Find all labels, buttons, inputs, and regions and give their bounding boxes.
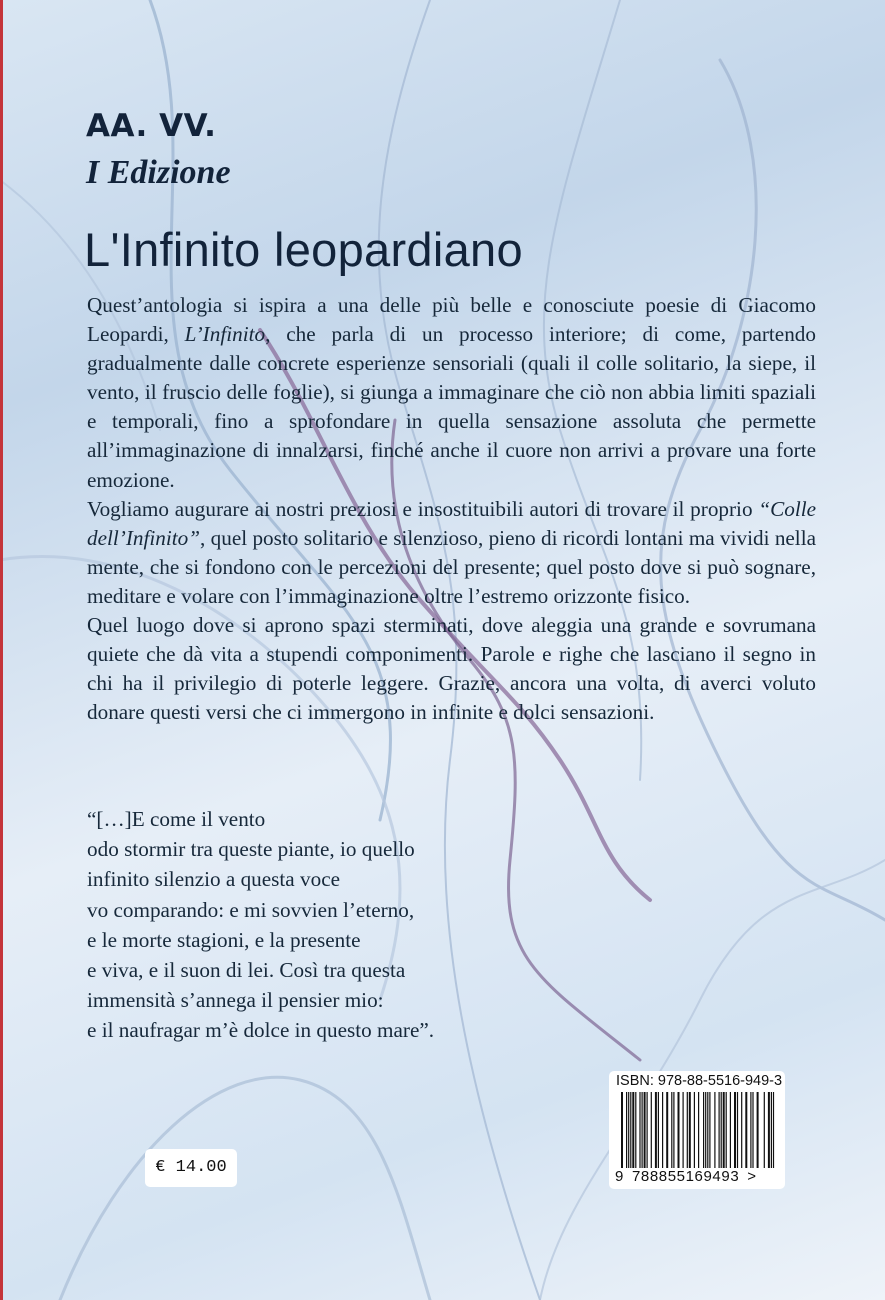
barcode-bar [737,1092,738,1168]
barcode-bar [666,1092,668,1168]
isbn-digits [615,1168,765,1185]
barcode-bar [752,1092,753,1168]
poem-line: e le morte stagioni, e la presente [87,927,361,952]
barcode-bar [644,1092,646,1168]
poem-line: immensità s’annega il pensier mio: [87,988,384,1013]
description-paragraph: Quel luogo dove si aprono spazi sterminati, dove aleggia una grande e sovrumana quiete che dà vita a stupendi componimenti. Parole e righe che lasciano il segno in chi ha il privilegio di poterle leggere. Grazie, ancora una volta, di averci voluto donare questi versi che ci immergono in infinite e dolci sensazioni. [87,613,816,725]
isbn-arrow: > [747,1168,757,1185]
barcode-bar [768,1092,770,1168]
barcode-bar [673,1092,674,1168]
barcode-bar [771,1092,772,1168]
barcode-bar [709,1092,710,1168]
barcode-bar [734,1092,736,1168]
barcode-bar [721,1092,722,1168]
colle-italic: “Colle dell’Infinito” [87,496,816,550]
paragraph-text: , che parla di un processo interiore; di come, partendo gradualmente dalle concrete esperienze sensoriali (quali il colle solitario, la siepe, il vento, il fruscio delle foglie), si giunga a immaginare che ciò non abbia limiti spaziali e temporali, fino a sprofondare in quella sensazione assoluta che permette all’immaginazione di innalzarsi, finché anche il cuore non arrivi a provare una forte emozione. [87,322,816,492]
poem-quote [87,804,434,1046]
poem-line: e viva, e il suon di lei. Così tra questa [87,958,406,983]
barcode-bar [678,1092,680,1168]
barcode-bar [757,1092,759,1168]
paragraph-text: , quel posto solitario e silenzioso, pieno di ricordi lontani ma vividi nella mente, che si fondono con le percezioni del presente; quel posto dove si può sognare, meditare e volare con l’immaginazione oltre l’estremo orizzonte fisico. [87,525,816,608]
barcode-bar [689,1092,691,1168]
poem-line: vo comparando: e mi sovvien l’eterno, [87,897,415,922]
barcode-bar [655,1092,657,1168]
barcode-bar [750,1092,751,1168]
barcode-bar [630,1092,631,1168]
description-text [87,291,816,727]
paragraph-text: Quest’antologia si ispira a una delle più belle e conosciute poesie di Giacomo Leopardi, [87,293,816,347]
barcode-bar [626,1092,627,1168]
author-name: AA. VV. [86,108,217,144]
barcode-bar [741,1092,742,1168]
poem-line: e il naufragar m’è dolce in questo mare”. [87,1018,435,1043]
isbn-label: ISBN: 978-88-5516-949-3 [616,1073,783,1089]
cover-edge-line [0,0,3,1300]
barcode-bar [628,1092,629,1168]
barcode-bar [651,1092,652,1168]
poem-line: infinito silenzio a questa voce [87,867,340,892]
barcode-bar [773,1092,774,1168]
barcode-bar [671,1092,672,1168]
paragraph-text: Vogliamo augurare ai nostri preziosi e insostituibili autori di trovare il proprio [87,496,759,521]
barcode-bar [635,1092,636,1168]
barcode-bar [621,1092,623,1168]
barcode-bar [632,1092,634,1168]
barcode-bar [662,1092,663,1168]
isbn-number: 788855169493 [631,1168,740,1185]
barcode-bar [745,1092,747,1168]
barcode-bar [647,1092,648,1168]
barcode-bar [658,1092,659,1168]
barcode-bar [687,1092,688,1168]
poem-line: odo stormir tra queste piante, io quello [87,837,415,862]
barcode-bar [642,1092,643,1168]
barcode-bar [694,1092,695,1168]
poem-title-italic: L’Infinito [184,322,266,347]
isbn-first-digit: 9 [615,1168,624,1185]
barcode-bar [707,1092,708,1168]
description-paragraph [87,495,816,611]
barcode-bar [705,1092,706,1168]
barcode-graphic [619,1092,775,1168]
edition-label: I Edizione [86,154,231,191]
barcode-bar [730,1092,731,1168]
barcode-bar [726,1092,727,1168]
poem-line: “[…]E come il vento [87,807,266,831]
barcode-bar [639,1092,640,1168]
description-paragraph [87,291,816,495]
barcode-bar [703,1092,704,1168]
barcode-bar [719,1092,720,1168]
barcode-bar [764,1092,765,1168]
book-title: L'Infinito leopardiano [84,223,523,276]
barcode-bar [723,1092,725,1168]
isbn-barcode-box [609,1071,785,1189]
barcode-bar [698,1092,699,1168]
barcode-bar [683,1092,684,1168]
price-tag: € 14.00 [145,1149,237,1187]
barcode-bar [714,1092,715,1168]
